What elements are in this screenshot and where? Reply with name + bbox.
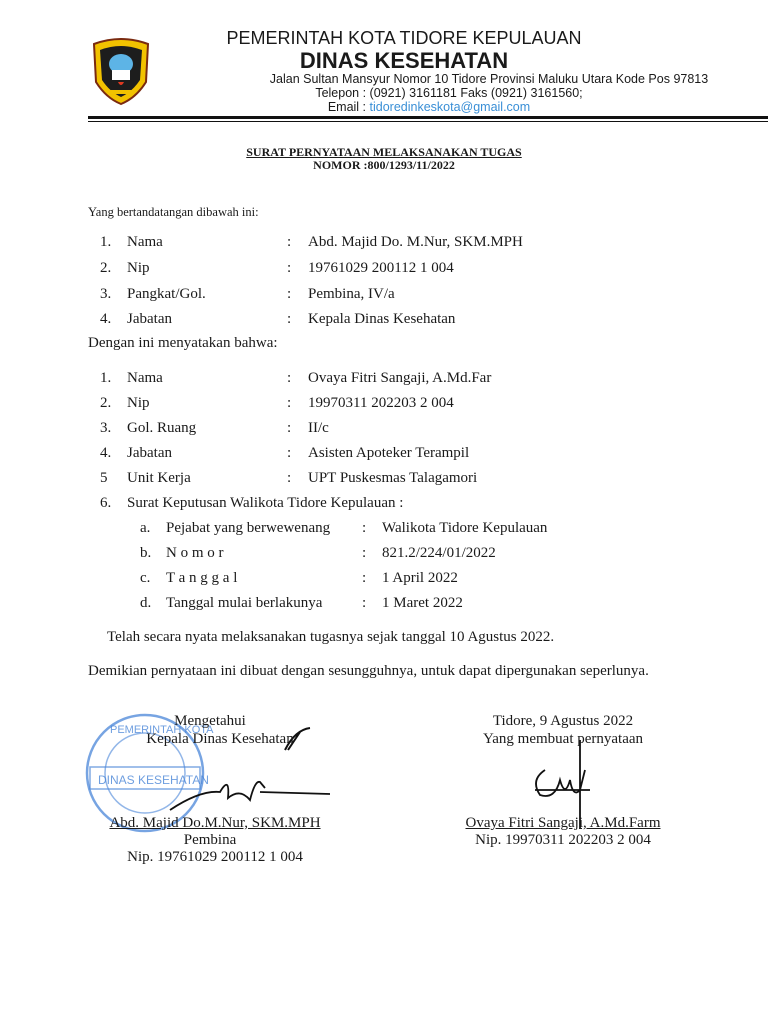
intro-text: Yang bertandatangan dibawah ini: [88,205,259,219]
row-no: 3. [100,286,112,302]
sk-item-value: 1 April 2022 [382,570,458,586]
sk-item-colon: : [362,520,367,536]
row-no: 6. [100,495,112,511]
row-label: Nama [127,234,163,250]
sk-item-no: b. [140,545,152,561]
row-colon: : [287,260,292,276]
row-value: Ovaya Fitri Sangaji, A.Md.Far [308,370,492,386]
sk-item-colon: : [362,570,367,586]
row-colon: : [287,286,292,302]
sk-item-value: Walikota Tidore Kepulauan [382,520,548,536]
row-no: 4. [100,445,112,461]
left-sign-name: Abd. Majid Do.M.Nur, SKM.MPH [109,815,321,831]
row-no: 2. [100,395,112,411]
row-no: 5 [100,470,108,486]
sk-item-no: c. [140,570,151,586]
right-sign-place-date: Tidore, 9 Agustus 2022 [492,713,634,729]
row-label: Nip [127,260,150,276]
row-colon: : [287,470,292,486]
row-value: Asisten Apoteker Terampil [308,445,470,461]
sk-item-label: N o m o r [166,545,224,561]
header-address: Jalan Sultan Mansyur Nomor 10 Tidore Provinsi Maluku Utara Kode Pos 97813 [269,72,709,86]
row-colon: : [287,370,292,386]
document-number: NOMOR :800/1293/11/2022 [313,158,455,172]
statement-paragraph: Telah secara nyata melaksanakan tugasnya sejak tanggal 10 Agustus 2022. [107,629,555,645]
right-sign-name: Ovaya Fitri Sangaji, A.Md.Farm [465,815,661,831]
header-government: PEMERINTAH KOTA TIDORE KEPULAUAN [226,28,582,48]
row-label: Nama [127,370,163,386]
email-label: Email : [327,100,367,114]
header-divider-thick [88,116,768,119]
row-label: Gol. Ruang [127,420,197,436]
sk-item-no: d. [140,595,152,611]
row-no: 1. [100,370,112,386]
header-agency: DINAS KESEHATAN [299,48,509,73]
header-email-line [0,100,768,114]
sk-item-value: 821.2/224/01/2022 [382,545,496,561]
sk-item-no: a. [140,520,151,536]
stamp-text-top: PEMERINTAH KOTA [110,724,214,736]
row-value: 19970311 202203 2 004 [308,395,454,411]
row-no: 2. [100,260,112,276]
left-sign-position: Kepala Dinas Kesehatan [146,731,294,747]
row-label: Unit Kerja [127,470,191,486]
row-colon: : [287,445,292,461]
sk-item-label: Tanggal mulai berlakunya [166,595,323,611]
row-value: UPT Puskesmas Talagamori [308,470,478,486]
row-colon: : [287,234,292,250]
left-sign-acknowledge: Mengetahui [174,713,246,729]
row-colon: : [287,311,292,327]
sk-item-colon: : [362,545,367,561]
row-value: Kepala Dinas Kesehatan [308,311,456,327]
email-link[interactable]: tidoredinkeskota@gmail.com [369,100,531,114]
row-no: 3. [100,420,112,436]
row-value: II/c [308,420,329,436]
sk-label: Surat Keputusan Walikota Tidore Kepulauan : [127,495,404,511]
row-label: Jabatan [127,445,172,461]
header-phone: Telepon : (0921) 3161181 Faks (0921) 3161560; [315,86,583,100]
row-value: Pembina, IV/a [308,286,395,302]
sk-item-label: Pejabat yang berwewenang [166,520,331,536]
header-divider-thin [88,121,768,122]
row-value: Abd. Majid Do. M.Nur, SKM.MPH [308,234,523,250]
row-no: 1. [100,234,112,250]
document-title: SURAT PERNYATAAN MELAKSANAKAN TUGAS [246,145,522,159]
row-colon: : [287,420,292,436]
sk-item-label: T a n g g a l [166,570,238,586]
left-sign-nip: Nip. 19761029 200112 1 004 [127,849,303,865]
closing-paragraph: Demikian pernyataan ini dibuat dengan sesungguhnya, untuk dapat dipergunakan seperlunya. [88,663,649,679]
row-colon: : [287,395,292,411]
row-label: Nip [127,395,150,411]
right-sign-nip: Nip. 19970311 202203 2 004 [475,832,651,848]
stamp-text: DINAS KESEHATAN [98,773,209,787]
declare-text: Dengan ini menyatakan bahwa: [88,335,278,351]
row-label: Pangkat/Gol. [127,286,206,302]
row-no: 4. [100,311,112,327]
row-label: Jabatan [127,311,172,327]
left-sign-rank: Pembina [183,832,237,848]
right-sign-role: Yang membuat pernyataan [482,731,644,747]
sk-item-colon: : [362,595,367,611]
row-value: 19761029 200112 1 004 [308,260,454,276]
sk-item-value: 1 Maret 2022 [382,595,463,611]
